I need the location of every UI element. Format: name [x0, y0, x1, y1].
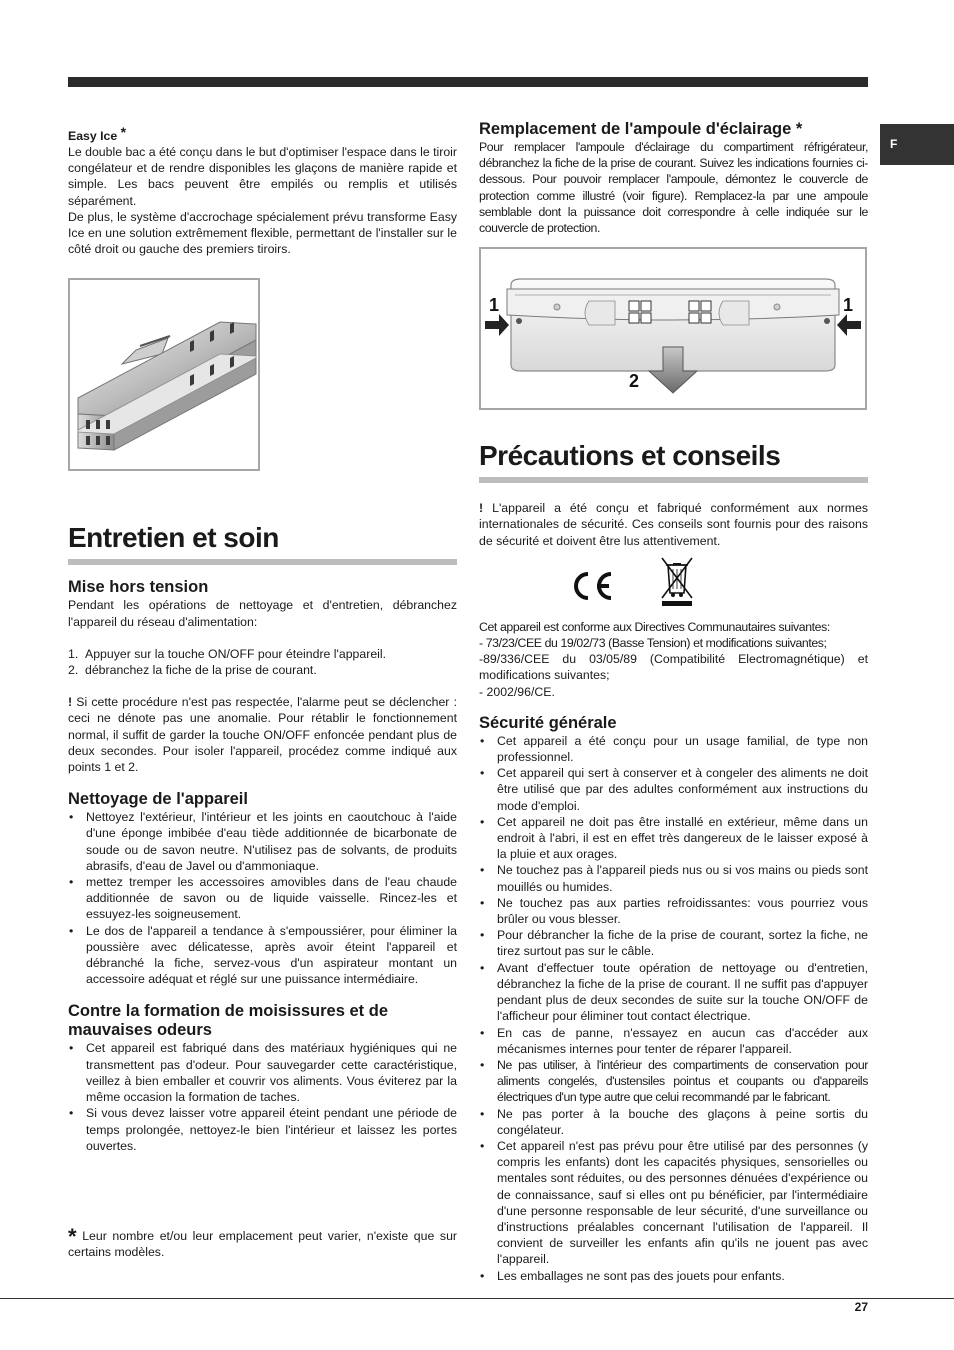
lamp-cover-diagram — [481, 249, 865, 408]
easy-ice-paragraph-2: De plus, le système d'accrochage spécialement prévu transforme Easy Ice en une solution extrêmement flexible, permettant de l'installer sur le côté droit ou gauche des premiers tiroirs. — [68, 209, 457, 257]
list-item: • Ne pas porter à la bouche des glaçons à peine sortis du congélateur. — [479, 1106, 868, 1138]
conformity-line-4: - 2002/96/CE. — [479, 684, 555, 699]
footnote-text: Leur nombre et/ou leur emplacement peut varier, n'existe que sur certains modèles. — [68, 1229, 457, 1260]
list-item: • Cet appareil qui sert à conserver et à congeler des aliments ne doit être utilisé que par des adultes conformément aux instructions du mode d'emploi. — [479, 765, 868, 814]
lamp-figure — [479, 247, 867, 410]
list-item: • Cet appareil est fabriqué dans des matériaux hygiéniques qui ne transmettent pas d'odeur. Pour sauvegarder cette caractéristique, veillez à bien emballer et couvrir vos aliments. Vous éviterez par la même occasion la formation de taches. — [68, 1040, 457, 1105]
conformity-line-2: - 73/23/CEE du 19/02/73 (Basse Tension) et modifications suivantes; — [479, 636, 827, 651]
list-item: • Cet appareil a été conçu pour un usage familial, de type non professionnel. — [479, 733, 868, 765]
mise-hors-tension-steps — [68, 646, 457, 678]
easy-ice-paragraph-1: Le double bac a été conçu dans le but d'optimiser l'espace dans le tiroir congélateur et de rendre disponibles les glaçons de manière rapide et simple. Les bacs peuvent être empilés ou remplis et utilisés séparément. — [68, 145, 457, 208]
top-rule — [68, 77, 868, 87]
easy-ice-star: * — [120, 124, 127, 140]
right-column — [479, 120, 868, 1284]
moisissures-list — [68, 1040, 457, 1153]
list-item: • Si vous devez laisser votre appareil éteint pendant une période de temps prolongée, nettoyez-le bien l'intérieur et laissez les portes ouvertes. — [68, 1105, 457, 1154]
list-item: • En cas de panne, n'essayez en aucun cas d'accéder aux mécanismes internes pour tenter de réparer l'appareil. — [479, 1025, 868, 1057]
footnote-star: * — [68, 1224, 77, 1249]
list-item: • Pour débrancher la fiche de la prise de courant, sortez la fiche, ne tirez surtout pas sur le câble. — [479, 927, 868, 959]
securite-title: Sécurité générale — [479, 713, 617, 732]
section-title-entretien: Entretien et soin — [68, 522, 457, 565]
left-column — [68, 120, 457, 1154]
figure-label-bottom: 2 — [629, 371, 640, 392]
step-item: 2. débranchez la fiche de la prise de courant. — [68, 663, 317, 678]
list-item: • Nettoyez l'extérieur, l'intérieur et les joints en caoutchouc à l'aide d'une éponge imbibée d'eau tiède additionnée de bicarbonate de soude ou de savon neutre. N'utilisez pas de solvants, de produits abrasifs, d'eau de Javel ou d'ammoniaque. — [68, 809, 457, 874]
mise-hors-tension-title: Mise hors tension — [68, 578, 209, 597]
nettoyage-list — [68, 809, 457, 987]
easy-ice-title-text: Easy Ice — [68, 129, 118, 143]
ampoule-text: Pour remplacer l'ampoule d'éclairage du compartiment réfrigérateur, débranchez la fiche de la prise de courant. Suivez les indications fournies ci-dessous. Pour pouvoir remplacer l'ampoule, démontez le couvercle de protection comme illustré (voir figure). Remplacez-la par une ampoule semblable dont la puissance doit correspondre à celle indiquée sur le couvercle de protection. — [479, 140, 868, 236]
list-item: • Ne pas utiliser, à l'intérieur des compartiments de conservation pour aliments congelés, d'ustensiles pointus et coupants ou d'appareils électriques d'un type autre que celui recommandé par le fabricant. — [479, 1057, 868, 1106]
page-number: 27 — [854, 1300, 868, 1314]
list-item: • Ne touchez pas aux parties refroidissantes: vous pourriez vous brûler ou vous blesser. — [479, 895, 868, 927]
bottom-rule — [0, 1298, 954, 1299]
figure-label-right: 1 — [843, 295, 854, 316]
list-item: • Cet appareil ne doit pas être installé en extérieur, même dans un endroit à l'abri, il est en effet très dangereux de le laisser exposé à la pluie et aux orages. — [479, 814, 868, 863]
section-title-precautions: Précautions et conseils — [479, 440, 868, 483]
nettoyage-title: Nettoyage de l'appareil — [68, 790, 248, 809]
ce-mark-icon — [569, 571, 615, 601]
securite-list — [479, 733, 868, 1284]
language-tab: F — [880, 124, 954, 165]
footnote — [68, 1224, 457, 1260]
weee-bin-icon — [659, 555, 695, 607]
easy-ice-title — [68, 124, 457, 143]
ice-tray-illustration — [70, 280, 258, 469]
mise-hors-tension-warning: ! Si cette procédure n'est pas respectée, l'alarme peut se déclencher : ceci ne dénote pas une anomalie. Pour rétablir le fonctionnement normal, il suffit de garder la touche ON/OFF enfoncée pendant plus de deux secondes. Pour isoler l'appareil, procédez comme indiqué aux points 1 et 2. — [68, 695, 457, 775]
list-item: • Ne touchez pas à l'appareil pieds nus ou si vos mains ou pieds sont mouillés ou humides. — [479, 862, 868, 894]
step-item: 1. Appuyer sur la touche ON/OFF pour éteindre l'appareil. — [68, 646, 387, 661]
list-item: • mettez tremper les accessoires amovibles dans de l'eau chaude additionnée de savon ou de liquide vaisselle. Rincez-les et essuyez-les soigneusement. — [68, 874, 457, 923]
moisissures-title: Contre la formation de moisissures et de mauvaises odeurs — [68, 1002, 388, 1040]
conformity-line-3: -89/336/CEE du 03/05/89 (Compatibilité Electromagnétique) et modifications suivantes; — [479, 652, 868, 683]
intro-mark: ! — [479, 501, 484, 516]
list-item: • Avant d'effectuer toute opération de nettoyage ou d'entretien, débranchez la fiche de la prise de courant. Il ne suffit pas d'appuyer pendant plus de deux secondes de suite sur la touche ON/OFF de l'afficheur pour éliminer tout contact électrique. — [479, 960, 868, 1025]
warning-mark: ! — [68, 695, 73, 710]
figure-label-left: 1 — [489, 295, 500, 316]
conformity-line-1: Cet appareil est conforme aux Directives Communautaires suivantes: — [479, 619, 830, 634]
easy-ice-figure — [68, 278, 260, 471]
ampoule-title: Remplacement de l'ampoule d'éclairage * — [479, 120, 803, 138]
precautions-intro: ! L'appareil a été conçu et fabriqué conformément aux normes internationales de sécurité. Ces conseils sont fournis pour des raisons de sécurité et doivent être lus attentivement. — [479, 501, 869, 548]
list-item: • Cet appareil n'est pas prévu pour être utilisé par des personnes (y compris les enfants) dont les capacités physiques, sensorielles ou mentales sont réduites, ou des personnes dénuées d'expérience ou de connaissance, sauf si elles ont pu bénéficier, par l'intermédiaire d'une personne responsable de leur sécurité, d'une surveillance ou d'instructions préalables concernant l'utilisation de l'appareil. Il convient de surveiller les enfants afin qu'ils ne jouent pas avec l'appareil. — [479, 1138, 868, 1268]
conformity-marks — [479, 555, 868, 619]
mise-hors-tension-intro: Pendant les opérations de nettoyage et d'entretien, débranchez l'appareil du réseau d'alimentation: — [68, 598, 457, 629]
list-item: • Les emballages ne sont pas des jouets pour enfants. — [479, 1268, 868, 1284]
list-item: • Le dos de l'appareil a tendance à s'empoussiérer, pour éliminer la poussière avec délicatesse, après avoir éteint l'appareil et débranché la fiche, servez-vous d'un aspirateur montant un accessoire adéquat et réglé sur une puissance intermédiaire. — [68, 923, 457, 988]
